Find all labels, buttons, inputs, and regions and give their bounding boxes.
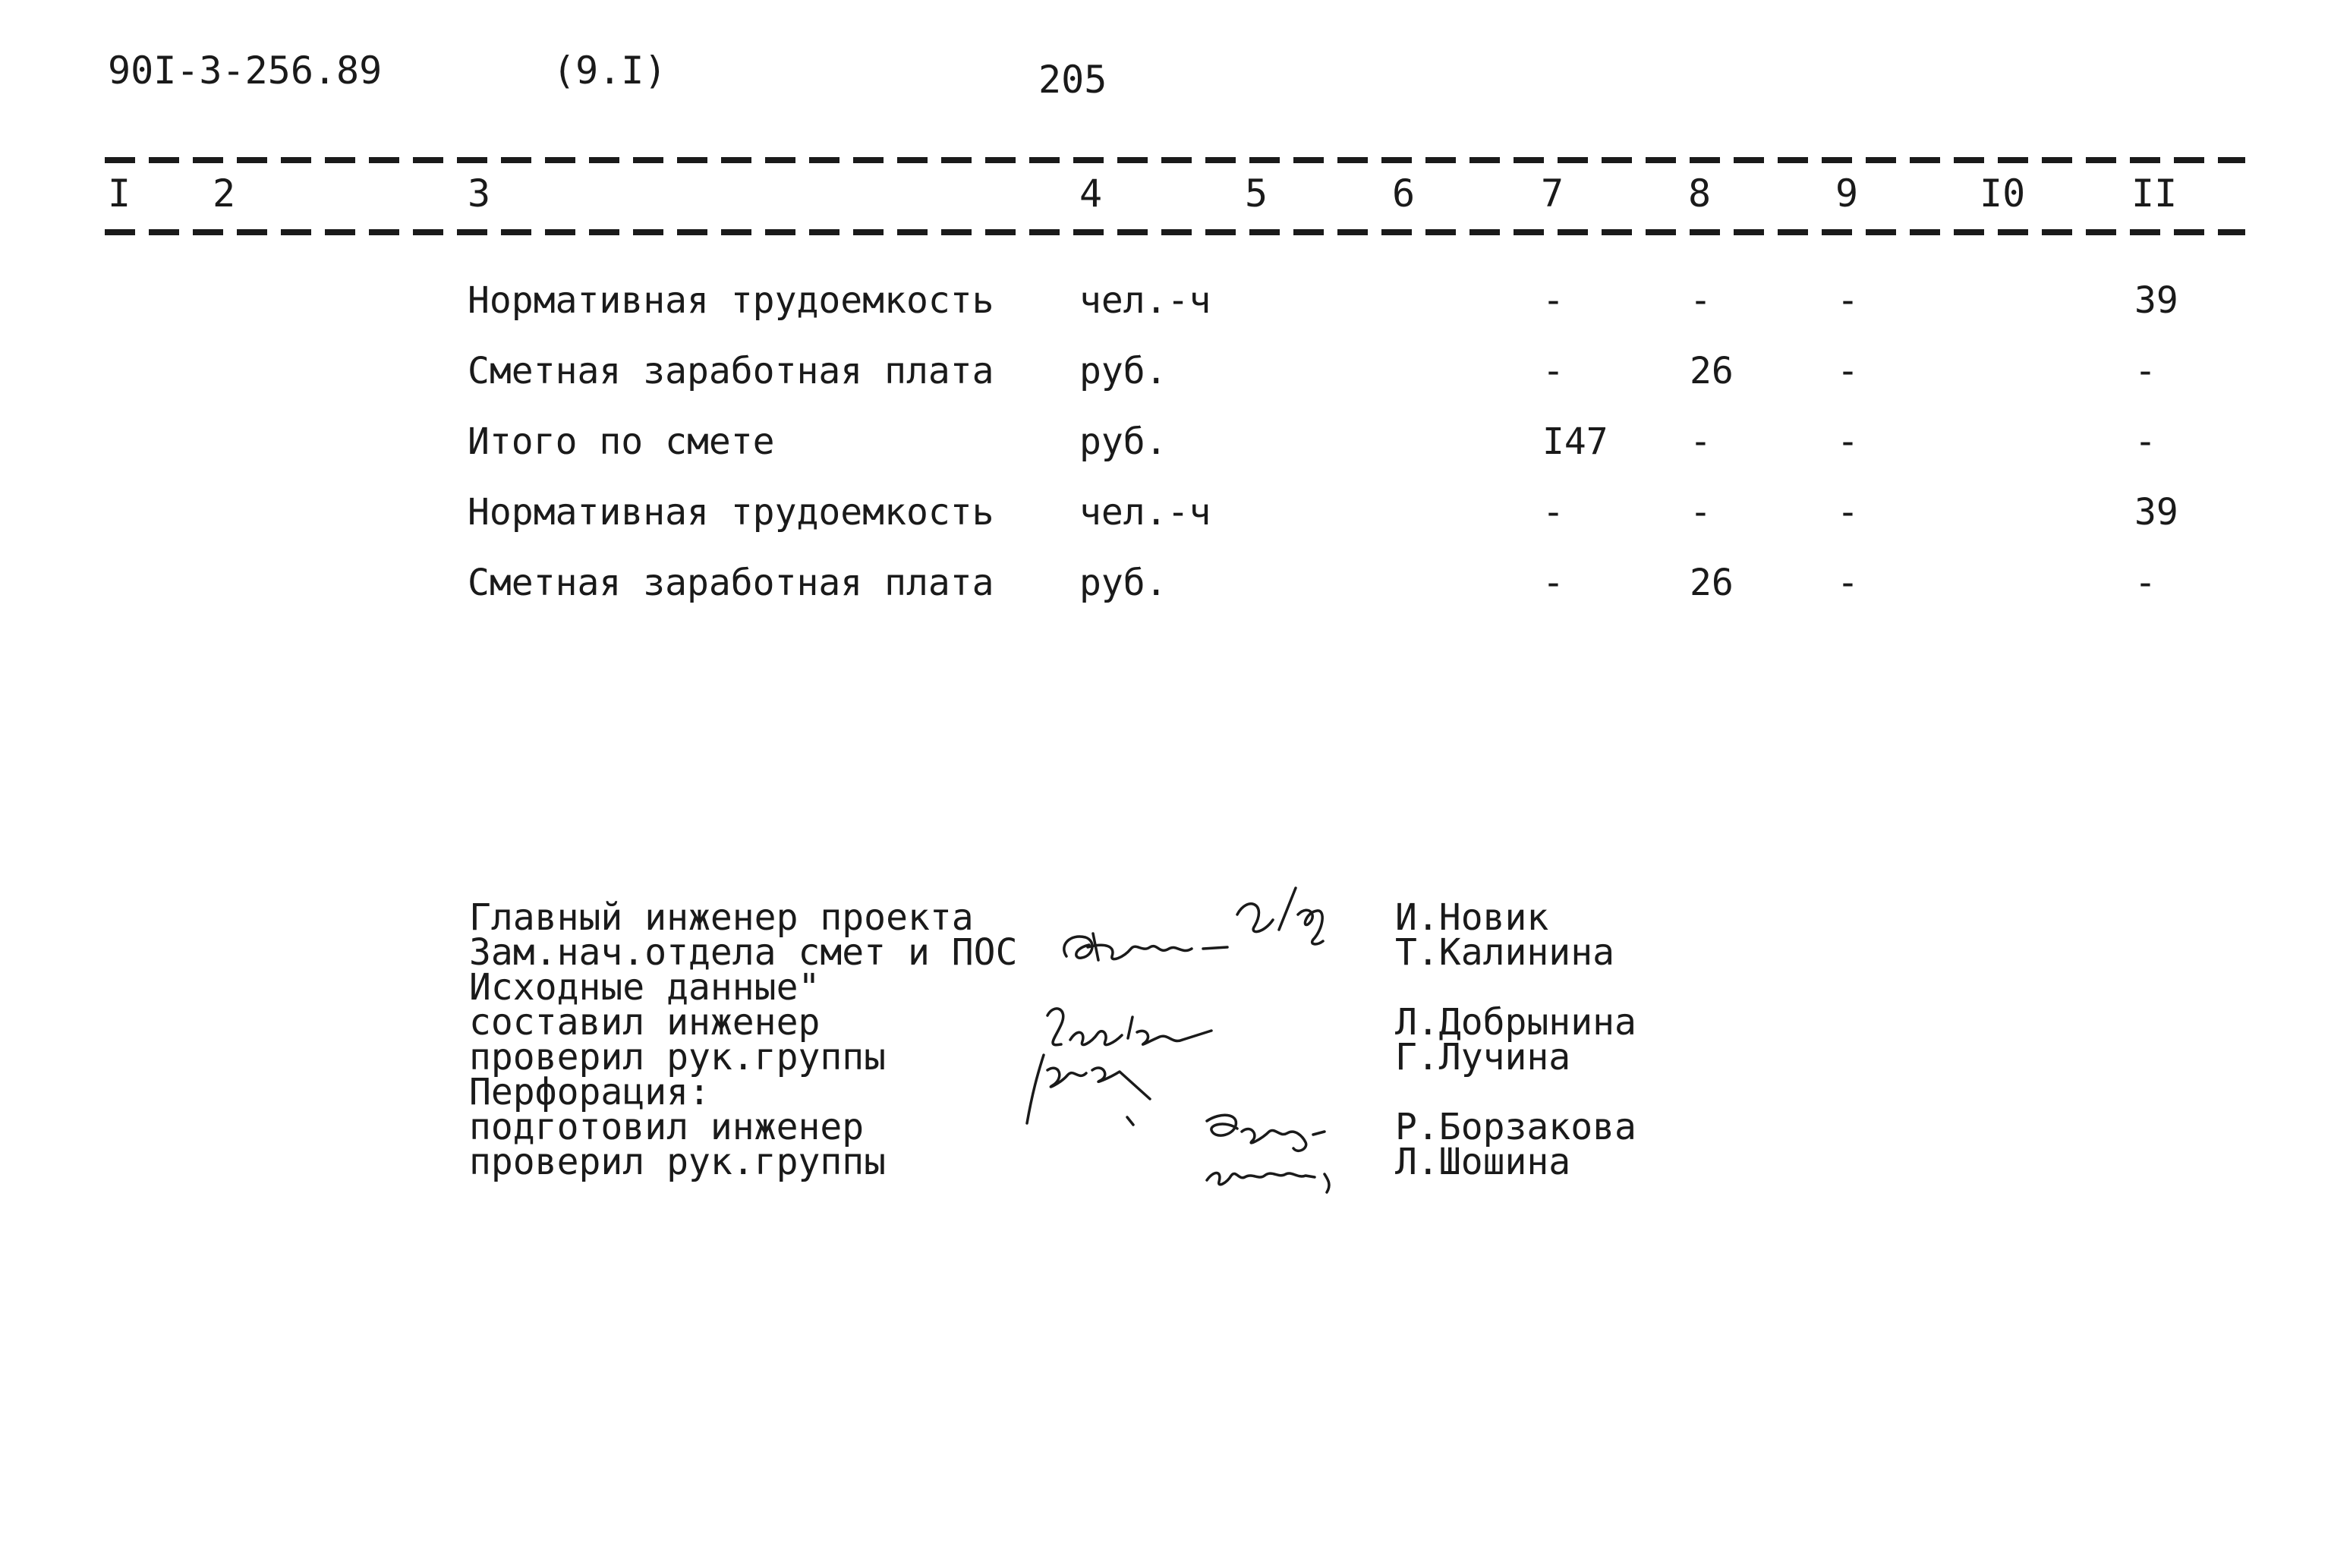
row-unit: руб. [1079, 350, 1167, 392]
row-col7-value: - [1542, 350, 1564, 392]
signoff-role-chief-engineer: Главный инженер проекта [469, 896, 974, 939]
signoff-section-source-data: Исходные данные" [469, 966, 821, 1009]
signoff-role-checked-by: проверил рук.группы [469, 1036, 887, 1078]
column-header-10: I0 [1980, 172, 2026, 216]
row-label: Итого по смете [468, 420, 775, 463]
signoff-role-deputy-head: Зам.нач.отдела смет и ПОС [469, 931, 1018, 974]
signoff-role-prepared-by: подготовил инженер [469, 1106, 865, 1148]
column-header-6: 6 [1392, 172, 1416, 216]
row-col7-value: - [1542, 279, 1564, 322]
row-col8-value: 26 [1690, 562, 1734, 604]
row-col8-value: - [1690, 279, 1712, 322]
row-col9-value: - [1837, 420, 1859, 463]
column-header-3: 3 [468, 172, 491, 216]
row-col9-value: - [1837, 491, 1859, 534]
signoff-name-novik: И.Новик [1395, 896, 1549, 939]
row-col7-value: - [1542, 491, 1564, 534]
section-number: (9.I) [553, 49, 667, 93]
row-label: Сметная заработная плата [468, 350, 994, 392]
row-col8-value: - [1690, 420, 1712, 463]
row-col9-value: - [1837, 350, 1859, 392]
handwritten-signature-borzakova-shoshina [1192, 1104, 1374, 1203]
handwritten-signature-luchina [1013, 1040, 1165, 1138]
table-top-dashed-rule [105, 157, 2245, 163]
handwritten-signature-kalinina [1051, 873, 1370, 979]
row-col11-value: 39 [2134, 491, 2178, 534]
row-unit: чел.-ч [1079, 279, 1211, 322]
signoff-role-checked-by-perforation: проверил рук.группы [469, 1141, 887, 1183]
signoff-name-kalinina: Т.Калинина [1395, 931, 1614, 974]
row-col8-value: 26 [1690, 350, 1734, 392]
column-header-8: 8 [1688, 172, 1712, 216]
page-number: 205 [1038, 58, 1107, 102]
column-header-2: 2 [213, 172, 236, 216]
row-unit: чел.-ч [1079, 491, 1211, 534]
row-unit: руб. [1079, 562, 1167, 604]
row-col11-value: - [2134, 562, 2156, 604]
row-label: Сметная заработная плата [468, 562, 994, 604]
row-label: Нормативная трудоемкость [468, 279, 994, 322]
signoff-name-dobrynina: Л.Добрынина [1395, 1001, 1636, 1044]
row-label: Нормативная трудоемкость [468, 491, 994, 534]
column-header-7: 7 [1541, 172, 1564, 216]
row-col11-value: 39 [2134, 279, 2178, 322]
table-header-dashed-rule [105, 229, 2245, 235]
row-col11-value: - [2134, 420, 2156, 463]
column-header-5: 5 [1245, 172, 1268, 216]
signoff-section-perforation: Перфорация: [469, 1071, 710, 1113]
row-col9-value: - [1837, 562, 1859, 604]
document-code: 90I-3-256.89 [108, 49, 383, 93]
row-col7-value: - [1542, 562, 1564, 604]
row-col7-value: I47 [1542, 420, 1608, 463]
signoff-name-borzakova: Р.Борзакова [1395, 1106, 1636, 1148]
row-unit: руб. [1079, 420, 1167, 463]
row-col9-value: - [1837, 279, 1859, 322]
column-header-1: I [108, 172, 131, 216]
row-col8-value: - [1690, 491, 1712, 534]
row-col11-value: - [2134, 350, 2156, 392]
signoff-name-luchina: Г.Лучина [1395, 1036, 1571, 1078]
signoff-name-shoshina: Л.Шошина [1395, 1141, 1571, 1183]
signoff-role-compiled-by: составил инженер [469, 1001, 821, 1044]
column-header-4: 4 [1079, 172, 1103, 216]
column-header-9: 9 [1835, 172, 1859, 216]
column-header-11: II [2131, 172, 2178, 216]
